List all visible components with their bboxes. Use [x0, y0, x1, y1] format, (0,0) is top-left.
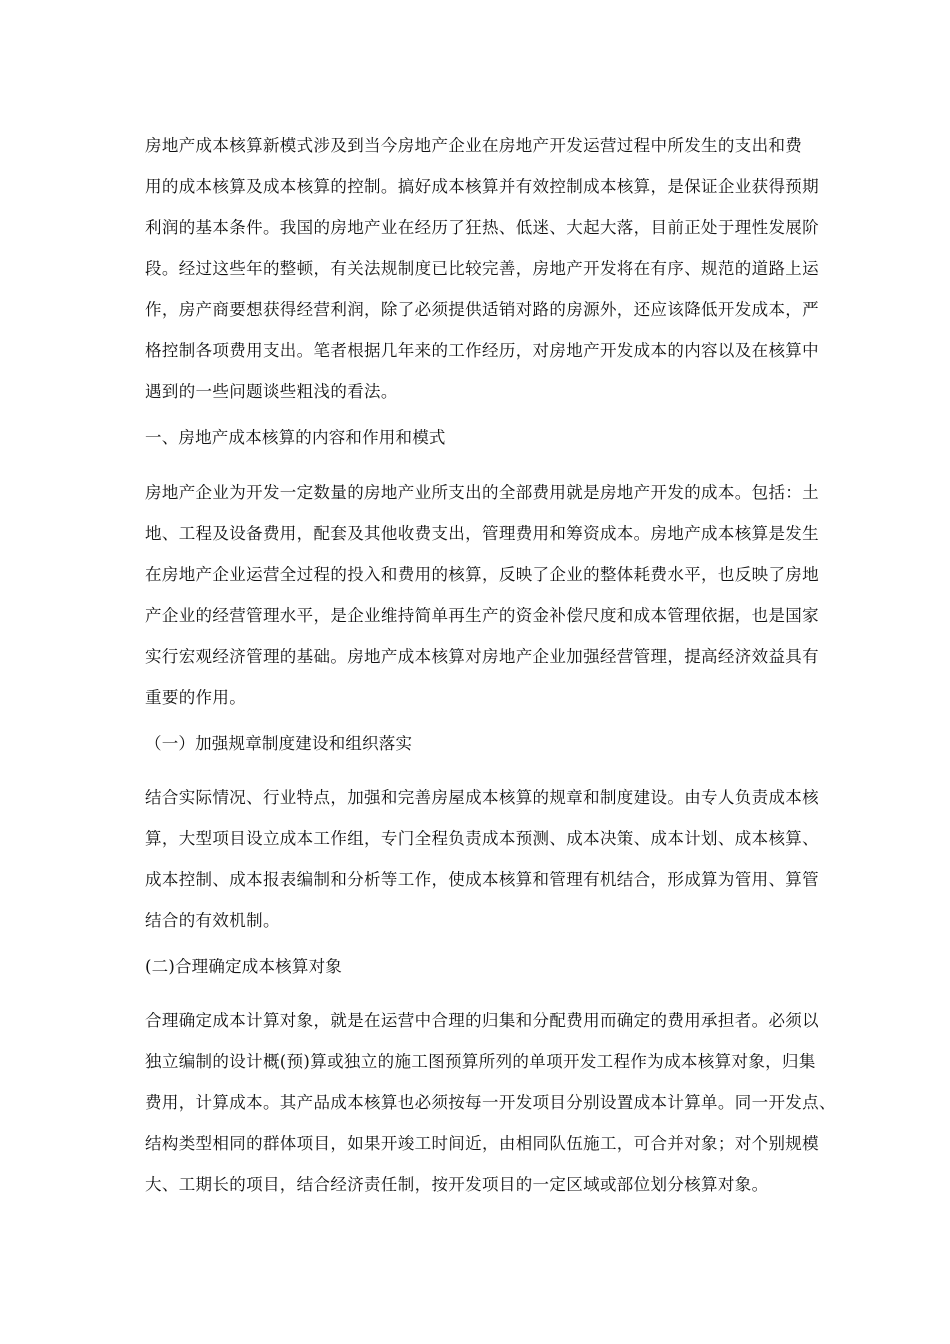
text-line: 合理确定成本计算对象，就是在运营中合理的归集和分配费用而确定的费用承担者。必须以: [145, 1011, 819, 1030]
text-line: 大、工期长的项目，结合经济责任制，按开发项目的一定区域或部位划分核算对象。: [145, 1175, 769, 1194]
text-line: 结合的有效机制。: [145, 911, 280, 930]
text-line: 费用，计算成本。其产品成本核算也必须按每一开发项目分别设置成本计算单。同一开发点、: [145, 1093, 836, 1112]
text-line: 用的成本核算及成本核算的控制。搞好成本核算并有效控制成本核算，是保证企业获得预期: [145, 177, 819, 196]
text-line: 房地产成本核算新模式涉及到当今房地产企业在房地产开发运营过程中所发生的支出和费: [145, 136, 803, 155]
text-line: 产企业的经营管理水平，是企业维持简单再生产的资金补偿尺度和成本管理依据，也是国家: [145, 606, 819, 625]
text-line: 独立编制的设计概(预)算或独立的施工图预算所列的单项开发工程作为成本核算对象，归集: [145, 1052, 816, 1071]
text-line: 格控制各项费用支出。笔者根据几年来的工作经历，对房地产开发成本的内容以及在核算中: [145, 341, 819, 360]
text-line: 房地产企业为开发一定数量的房地产业所支出的全部费用就是房地产开发的成本。包括：土: [145, 483, 819, 502]
text-line: 遇到的一些问题谈些粗浅的看法。: [145, 382, 398, 401]
text-line: 地、工程及设备费用，配套及其他收费支出，管理费用和筹资成本。房地产成本核算是发生: [145, 524, 819, 543]
text-line: 在房地产企业运营全过程的投入和费用的核算，反映了企业的整体耗费水平，也反映了房地: [145, 565, 819, 584]
text-line: 作，房产商要想获得经营利润，除了必须提供适销对路的房源外，还应该降低开发成本，严: [145, 300, 819, 319]
text-line: 实行宏观经济管理的基础。房地产成本核算对房地产企业加强经营管理，提高经济效益具有: [145, 647, 819, 666]
subsection-heading-2: (二)合理确定成本核算对象: [145, 957, 342, 976]
section-heading-1: 一、房地产成本核算的内容和作用和模式: [145, 428, 446, 447]
text-line: 段。经过这些年的整顿，有关法规制度已比较完善，房地产开发将在有序、规范的道路上运: [145, 259, 819, 278]
subsection-heading-1: （一）加强规章制度建设和组织落实: [145, 734, 413, 753]
text-line: 重要的作用。: [145, 688, 247, 707]
text-line: 利润的基本条件。我国的房地产业在经历了狂热、低迷、大起大落，目前正处于理性发展阶: [145, 218, 819, 237]
text-line: 结合实际情况、行业特点，加强和完善房屋成本核算的规章和制度建设。由专人负责成本核: [145, 788, 819, 807]
text-line: 成本控制、成本报表编制和分析等工作，使成本核算和管理有机结合，形成算为管用、算管: [145, 870, 819, 889]
text-line: 结构类型相同的群体项目，如果开竣工时间近，由相同队伍施工，可合并对象；对个别规模: [145, 1134, 819, 1153]
text-line: 算，大型项目设立成本工作组，专门全程负责成本预测、成本决策、成本计划、成本核算、: [145, 829, 819, 848]
